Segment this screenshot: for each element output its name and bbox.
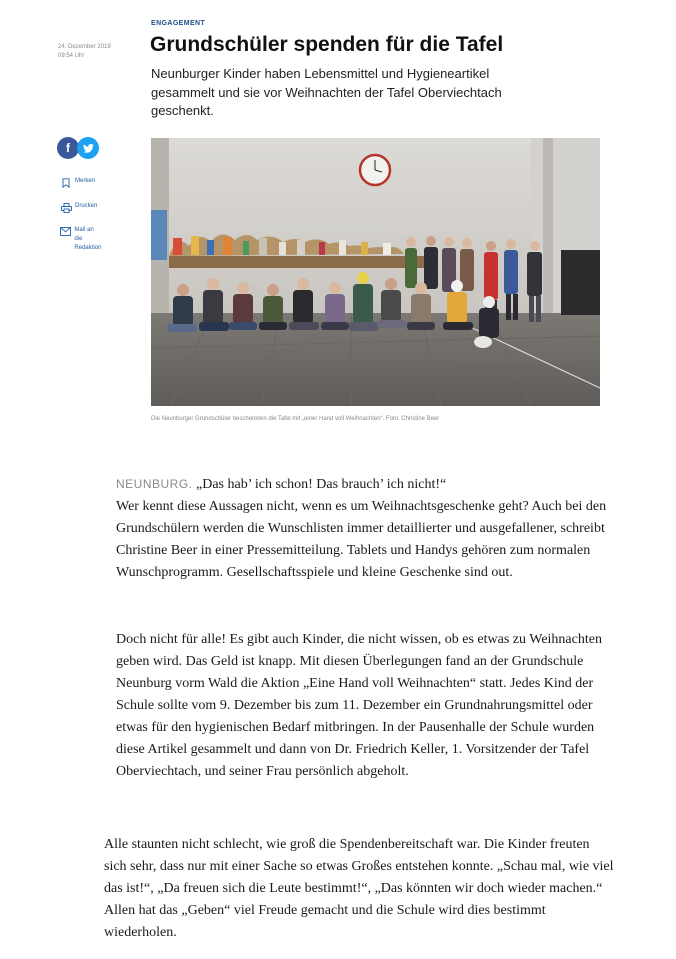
children-with-donations-photo	[151, 138, 600, 406]
publish-time: 09:54 Uhr	[58, 53, 85, 59]
article-paragraph-2: Doch nicht für alle! Es gibt auch Kinder, die nicht wissen, ob es etwas zu Weihnachten geben wird. Das Geld ist knapp. Mit diesen Überlegungen fand an der Grundschule Neunburg vorm Wald die Aktion „Eine Hand voll Weihnachten“ statt. Jedes Kind der Schule sollte vom 9. Dezember bis zum 11. Dezember ein Grundnahrungsmittel oder etwas für den hygienischen Bedarf mitbringen. In der Pausenhalle der Schule wurden diese Artikel gesammelt und dann von Dr. Friedrich Keller, 1. Vorsitzender der Tafel Oberviechtach, und seiner Frau persönlich abgeholt.	[116, 632, 602, 779]
bookmark-label: Merken	[75, 178, 96, 184]
bookmark-icon	[60, 177, 72, 188]
twitter-share-button[interactable]	[77, 137, 99, 159]
article-paragraph-3: Alle staunten nicht schlecht, wie groß die Spendenbereitschaft war. Die Kinder freuten sich sehr, dass nur mit einer Sache so etwas Großes entstehen konnte. „Schau mal, wie viel das ist!“, „Da freuen sich die Leute bestimmt!“, „Das könnten wir doch wieder machen.“ Allen hat das „Geben“ viel Freude gemacht und die Schule wird dies bestimmt wiederholen.	[104, 837, 614, 940]
article-paragraph-1	[116, 473, 616, 584]
print-label: Drucken	[75, 203, 98, 209]
article-title: Grundschüler spenden für die Tafel	[150, 33, 504, 56]
facebook-icon: f	[66, 141, 70, 155]
facebook-share-button[interactable]	[57, 137, 79, 159]
twitter-icon	[83, 144, 94, 153]
paragraph-1-text: Wer kennt diese Aussagen nicht, wenn es um Weihnachtsgeschenke geht? Auch bei den Grundschülern werden die Wunschlisten immer detaillierter und ausgefallener, schreibt Christine Beer in einer Pressemitteilung. Tablets und Handys gehören zum normalen Wunschprogramm. Gesellschaftsspiele und kleine Geschenke sind out.	[116, 499, 607, 580]
share-buttons	[57, 137, 99, 159]
mail-editor-link[interactable]	[60, 226, 102, 253]
publish-date: 24. Dezember 2019	[58, 44, 111, 50]
paragraph-1-first-line: „Das hab’ ich schon! Das brauch’ ich nicht!“	[192, 477, 447, 492]
mail-icon	[60, 226, 71, 237]
article-meta	[58, 43, 111, 61]
print-link[interactable]	[60, 202, 97, 213]
photo-caption: Die Neunburger Grundschüler beschenkten die Tafel mit „einer Hand voll Weihnachten“. Foto: Christine Beer	[151, 416, 440, 422]
article-category: ENGAGEMENT	[151, 20, 206, 27]
mail-editor-label: Mail an die Redaktion	[74, 227, 102, 251]
article-lead: Neunburger Kinder haben Lebensmittel und Hygieneartikel gesammelt und sie vor Weihnachten der Tafel Oberviechtach geschenkt.	[151, 66, 502, 118]
printer-icon	[60, 202, 72, 213]
dateline: NEUNBURG.	[116, 477, 193, 491]
article-photo	[151, 138, 600, 406]
bookmark-link[interactable]	[60, 177, 95, 188]
